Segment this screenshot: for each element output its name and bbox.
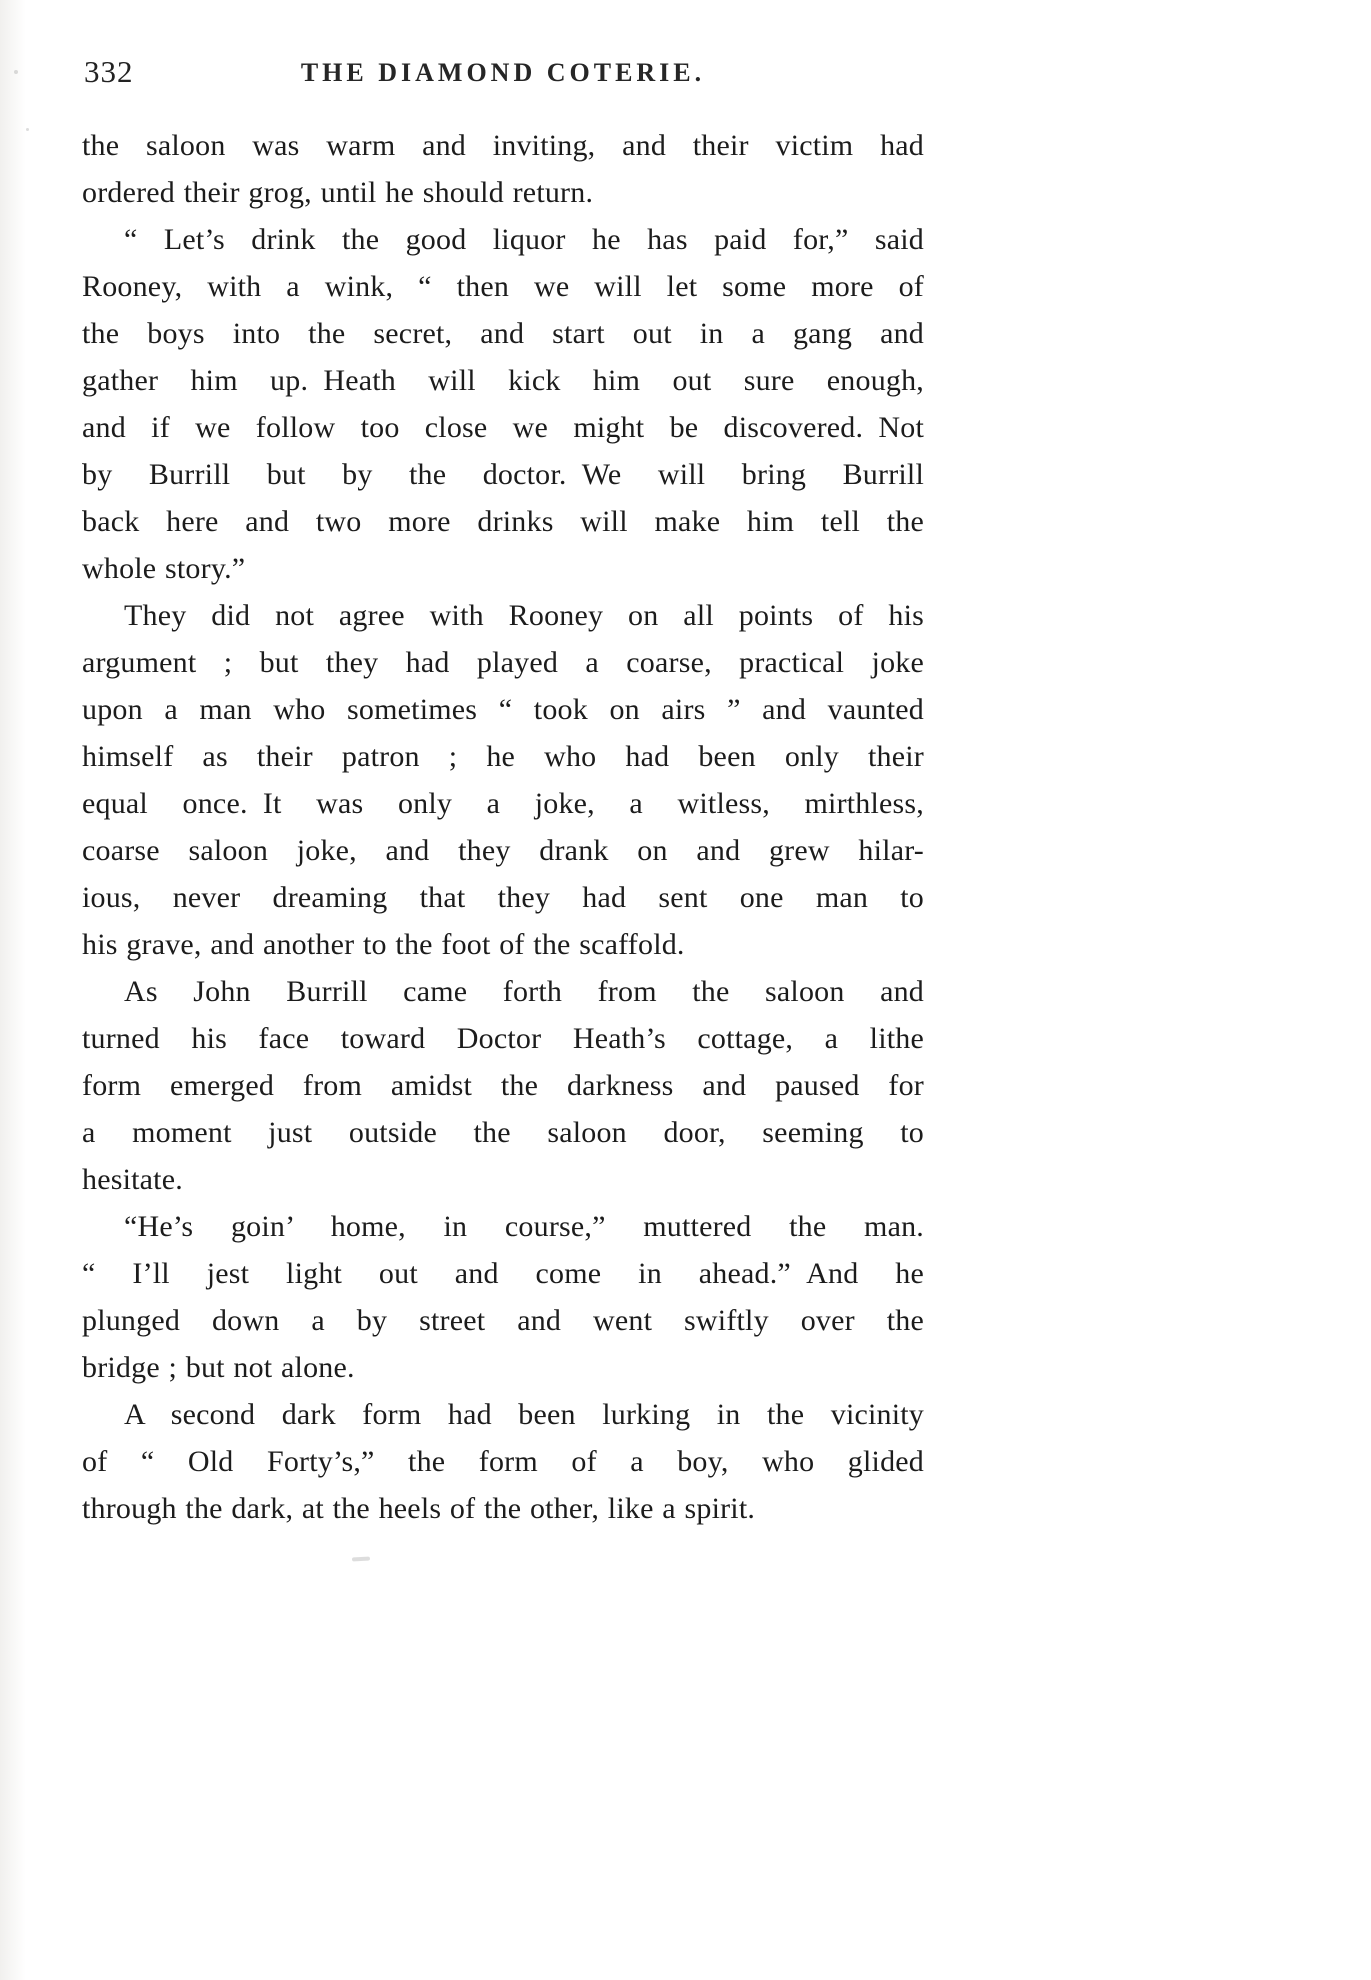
page-number: 332: [84, 54, 134, 89]
text-line: of “ Old Forty’s,” the form of a boy, who glided: [82, 1445, 924, 1478]
text-line: a moment just outside the saloon door, seeming to: [82, 1116, 924, 1149]
text-line: upon a man who sometimes “ took on airs ” and vaunted: [82, 693, 924, 726]
text-line: They did not agree with Rooney on all points of his: [124, 599, 924, 632]
paragraph: [82, 216, 924, 592]
text-line: and if we follow too close we might be discovered. Not: [82, 411, 924, 444]
text-line: plunged down a by street and went swiftly over the: [82, 1304, 924, 1337]
text-line: equal once. It was only a joke, a witless, mirthless,: [82, 787, 924, 820]
scan-speck: [14, 70, 18, 74]
text-line: gather him up. Heath will kick him out sure enough,: [82, 364, 924, 397]
text-line: hesitate.: [82, 1163, 183, 1196]
text-line: ious, never dreaming that they had sent one man to: [82, 881, 924, 914]
scan-speck: [26, 128, 29, 131]
text-line: turned his face toward Doctor Heath’s cottage, a lithe: [82, 1022, 924, 1055]
text-line: the saloon was warm and inviting, and their victim had: [82, 129, 924, 162]
text-line: the boys into the secret, and start out in a gang and: [82, 317, 924, 350]
text-line: whole story.”: [82, 552, 246, 585]
text-block: [82, 122, 924, 1532]
text-line: himself as their patron ; he who had been only their: [82, 740, 924, 773]
scan-smudge: [352, 1557, 370, 1562]
paragraph: [82, 592, 924, 968]
text-line: bridge ; but not alone.: [82, 1351, 355, 1384]
paragraph: [82, 968, 924, 1203]
text-line: coarse saloon joke, and they drank on and grew hilar-: [82, 834, 924, 867]
text-line: As John Burrill came forth from the saloon and: [124, 975, 924, 1008]
text-line: “ I’ll jest light out and come in ahead.” And he: [82, 1257, 924, 1290]
page-header: [82, 52, 924, 96]
text-line: by Burrill but by the doctor. We will bring Burrill: [82, 458, 924, 491]
paragraph: [82, 122, 924, 216]
text-line: ordered their grog, until he should return.: [82, 176, 594, 209]
text-line: A second dark form had been lurking in the vicinity: [124, 1398, 924, 1431]
paragraph: [82, 1203, 924, 1391]
text-line: “He’s goin’ home, in course,” muttered the man.: [124, 1210, 924, 1243]
paragraph: [82, 1391, 924, 1532]
text-line: argument ; but they had played a coarse, practical joke: [82, 646, 924, 679]
text-line: through the dark, at the heels of the other, like a spirit.: [82, 1492, 756, 1525]
text-line: back here and two more drinks will make him tell the: [82, 505, 924, 538]
text-line: form emerged from amidst the darkness and paused for: [82, 1069, 924, 1102]
text-line: “ Let’s drink the good liquor he has paid for,” said: [124, 223, 924, 256]
text-line: Rooney, with a wink, “ then we will let some more of: [82, 270, 924, 303]
text-line: his grave, and another to the foot of the scaffold.: [82, 928, 685, 961]
running-title: THE DIAMOND COTERIE.: [300, 58, 706, 87]
